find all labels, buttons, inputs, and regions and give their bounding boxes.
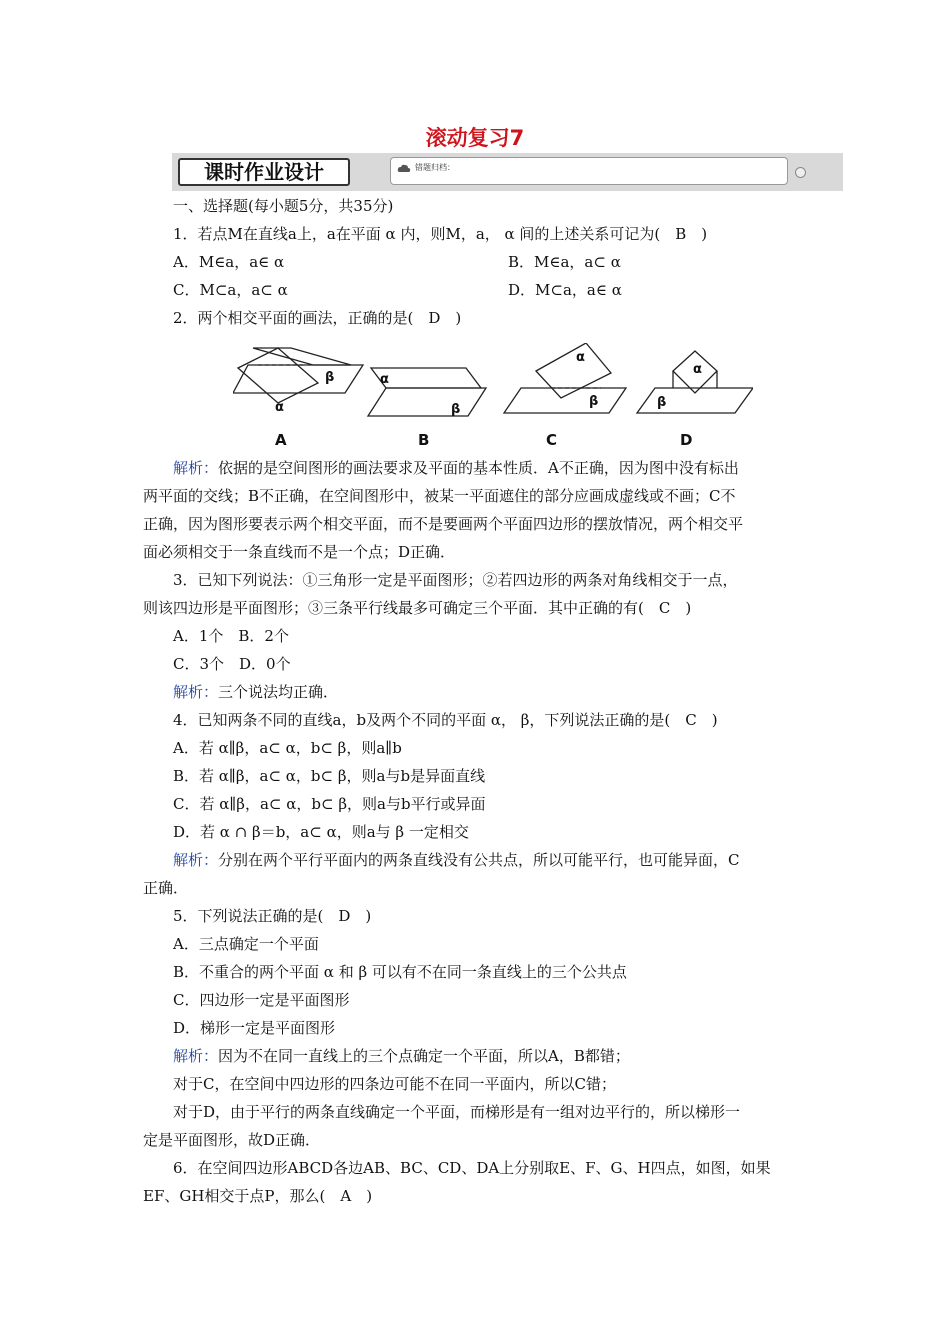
q1-option-c: C．M⊂a，a⊂ α — [173, 281, 288, 299]
question-3-line-1: 3．已知下列说法：①三角形一定是平面图形；②若四边形的两条对角线相交于一点， — [173, 571, 738, 589]
section-heading: 一、选择题(每小题5分，共35分) — [173, 197, 394, 215]
fig-b-alpha: α — [380, 372, 389, 387]
cloud-icon — [397, 163, 411, 173]
question-3-line-2: 则该四边形是平面图形；③三条平行线最多可确定三个平面．其中正确的有( C ) — [143, 599, 692, 617]
banner-label: 课时作业设计 — [178, 158, 350, 186]
q5-analysis-line-4: 定是平面图形，故D正确． — [143, 1131, 321, 1149]
fig-c-alpha: α — [576, 350, 585, 365]
q4-option-b: B．若 α∥β，a⊂ α，b⊂ β，则a与b是异面直线 — [173, 767, 486, 785]
fig-d-alpha: α — [693, 362, 702, 377]
error-archive-label: 错题归档： — [415, 163, 455, 172]
fig-d-beta: β — [657, 395, 667, 410]
header-banner — [172, 153, 843, 191]
question-2: 2．两个相交平面的画法，正确的是( D ) — [173, 309, 462, 327]
q5-analysis-line-2: 对于C，在空间中四边形的四条边可能不在同一平面内，所以C错； — [173, 1075, 616, 1093]
figure-b — [368, 368, 486, 449]
q3-options-ab: A．1个 B．2个 — [173, 627, 289, 645]
q4-option-d: D．若 α ∩ β＝b，a⊂ α，则a与 β 一定相交 — [173, 823, 469, 841]
fig-a-beta: β — [325, 370, 335, 385]
fig-c-beta: β — [589, 394, 599, 409]
analysis-label: 解析： — [173, 851, 219, 869]
q4-option-c: C．若 α∥β，a⊂ α，b⊂ β，则a与b平行或异面 — [173, 795, 486, 813]
question-6-line-2: EF、GH相交于点P，那么( A ) — [143, 1187, 373, 1205]
question-6-line-1: 6．在空间四边形ABCD各边AB、BC、CD、DA上分别取E、F、G、H四点，如图，如果 — [173, 1159, 771, 1177]
error-archive-field[interactable] — [390, 157, 788, 185]
q2-analysis-line-1: 解析：依据的是空间图形的画法要求及平面的基本性质．A不正确，因为图中没有标出 — [173, 459, 739, 477]
plane-figures — [233, 343, 753, 455]
figure-c — [504, 343, 626, 449]
analysis-label: 解析： — [173, 459, 219, 477]
q4-analysis-line-1: 解析：分别在两个平行平面内的两条直线没有公共点，所以可能平行，也可能异面，C — [173, 851, 740, 869]
fig-a-label: A — [275, 431, 287, 449]
q5-option-a: A．三点确定一个平面 — [173, 935, 319, 953]
figure-a — [233, 348, 363, 449]
question-4: 4．已知两条不同的直线a，b及两个不同的平面 α， β，下列说法正确的是( C ) — [173, 711, 718, 729]
analysis-label: 解析： — [173, 1047, 219, 1065]
q5-option-c: C．四边形一定是平面图形 — [173, 991, 350, 1009]
q2-analysis-line-4: 面必须相交于一条直线而不是一个点；D正确． — [143, 543, 456, 561]
fig-a-alpha: α — [275, 400, 284, 415]
q3-options-cd: C．3个 D．0个 — [173, 655, 291, 673]
figure-d — [637, 351, 753, 449]
fig-d-label: D — [680, 431, 693, 449]
question-1: 1．若点M在直线a上，a在平面 α 内，则M，a， α 间的上述关系可记为( B ) — [173, 225, 708, 243]
q5-option-d: D．梯形一定是平面图形 — [173, 1019, 336, 1037]
analysis-label: 解析： — [173, 683, 219, 701]
q4-option-a: A．若 α∥β，a⊂ α，b⊂ β，则a∥b — [173, 739, 402, 757]
fig-b-beta: β — [451, 402, 461, 417]
q5-analysis-line-3: 对于D，由于平行的两条直线确定一个平面，而梯形是有一组对边平行的，所以梯形一 — [173, 1103, 741, 1121]
q3-analysis: 解析：三个说法均正确． — [173, 683, 339, 701]
q5-option-b: B．不重合的两个平面 α 和 β 可以有不在同一条直线上的三个公共点 — [173, 963, 627, 981]
fig-b-label: B — [418, 431, 430, 449]
fig-c-label: C — [546, 431, 558, 449]
page-title: 滚动复习7 — [425, 126, 525, 150]
q2-analysis-line-2: 两平面的交线；B不正确，在空间图形中，被某一平面遮住的部分应画成虚线或不画；C不 — [143, 487, 736, 505]
circle-icon[interactable] — [795, 167, 806, 178]
q2-analysis-line-3: 正确，因为图形要表示两个相交平面，而不是要画两个平面四边形的摆放情况，两个相交平 — [143, 515, 744, 533]
q4-analysis-line-2: 正确． — [143, 879, 189, 897]
q5-analysis-line-1: 解析：因为不在同一直线上的三个点确定一个平面，所以A，B都错； — [173, 1047, 630, 1065]
question-5: 5．下列说法正确的是( D ) — [173, 907, 372, 925]
q1-option-b: B．M∈a，a⊂ α — [508, 253, 621, 271]
q1-option-d: D．M⊂a，a∈ α — [508, 281, 622, 299]
q1-option-a: A．M∈a，a∈ α — [173, 253, 285, 271]
